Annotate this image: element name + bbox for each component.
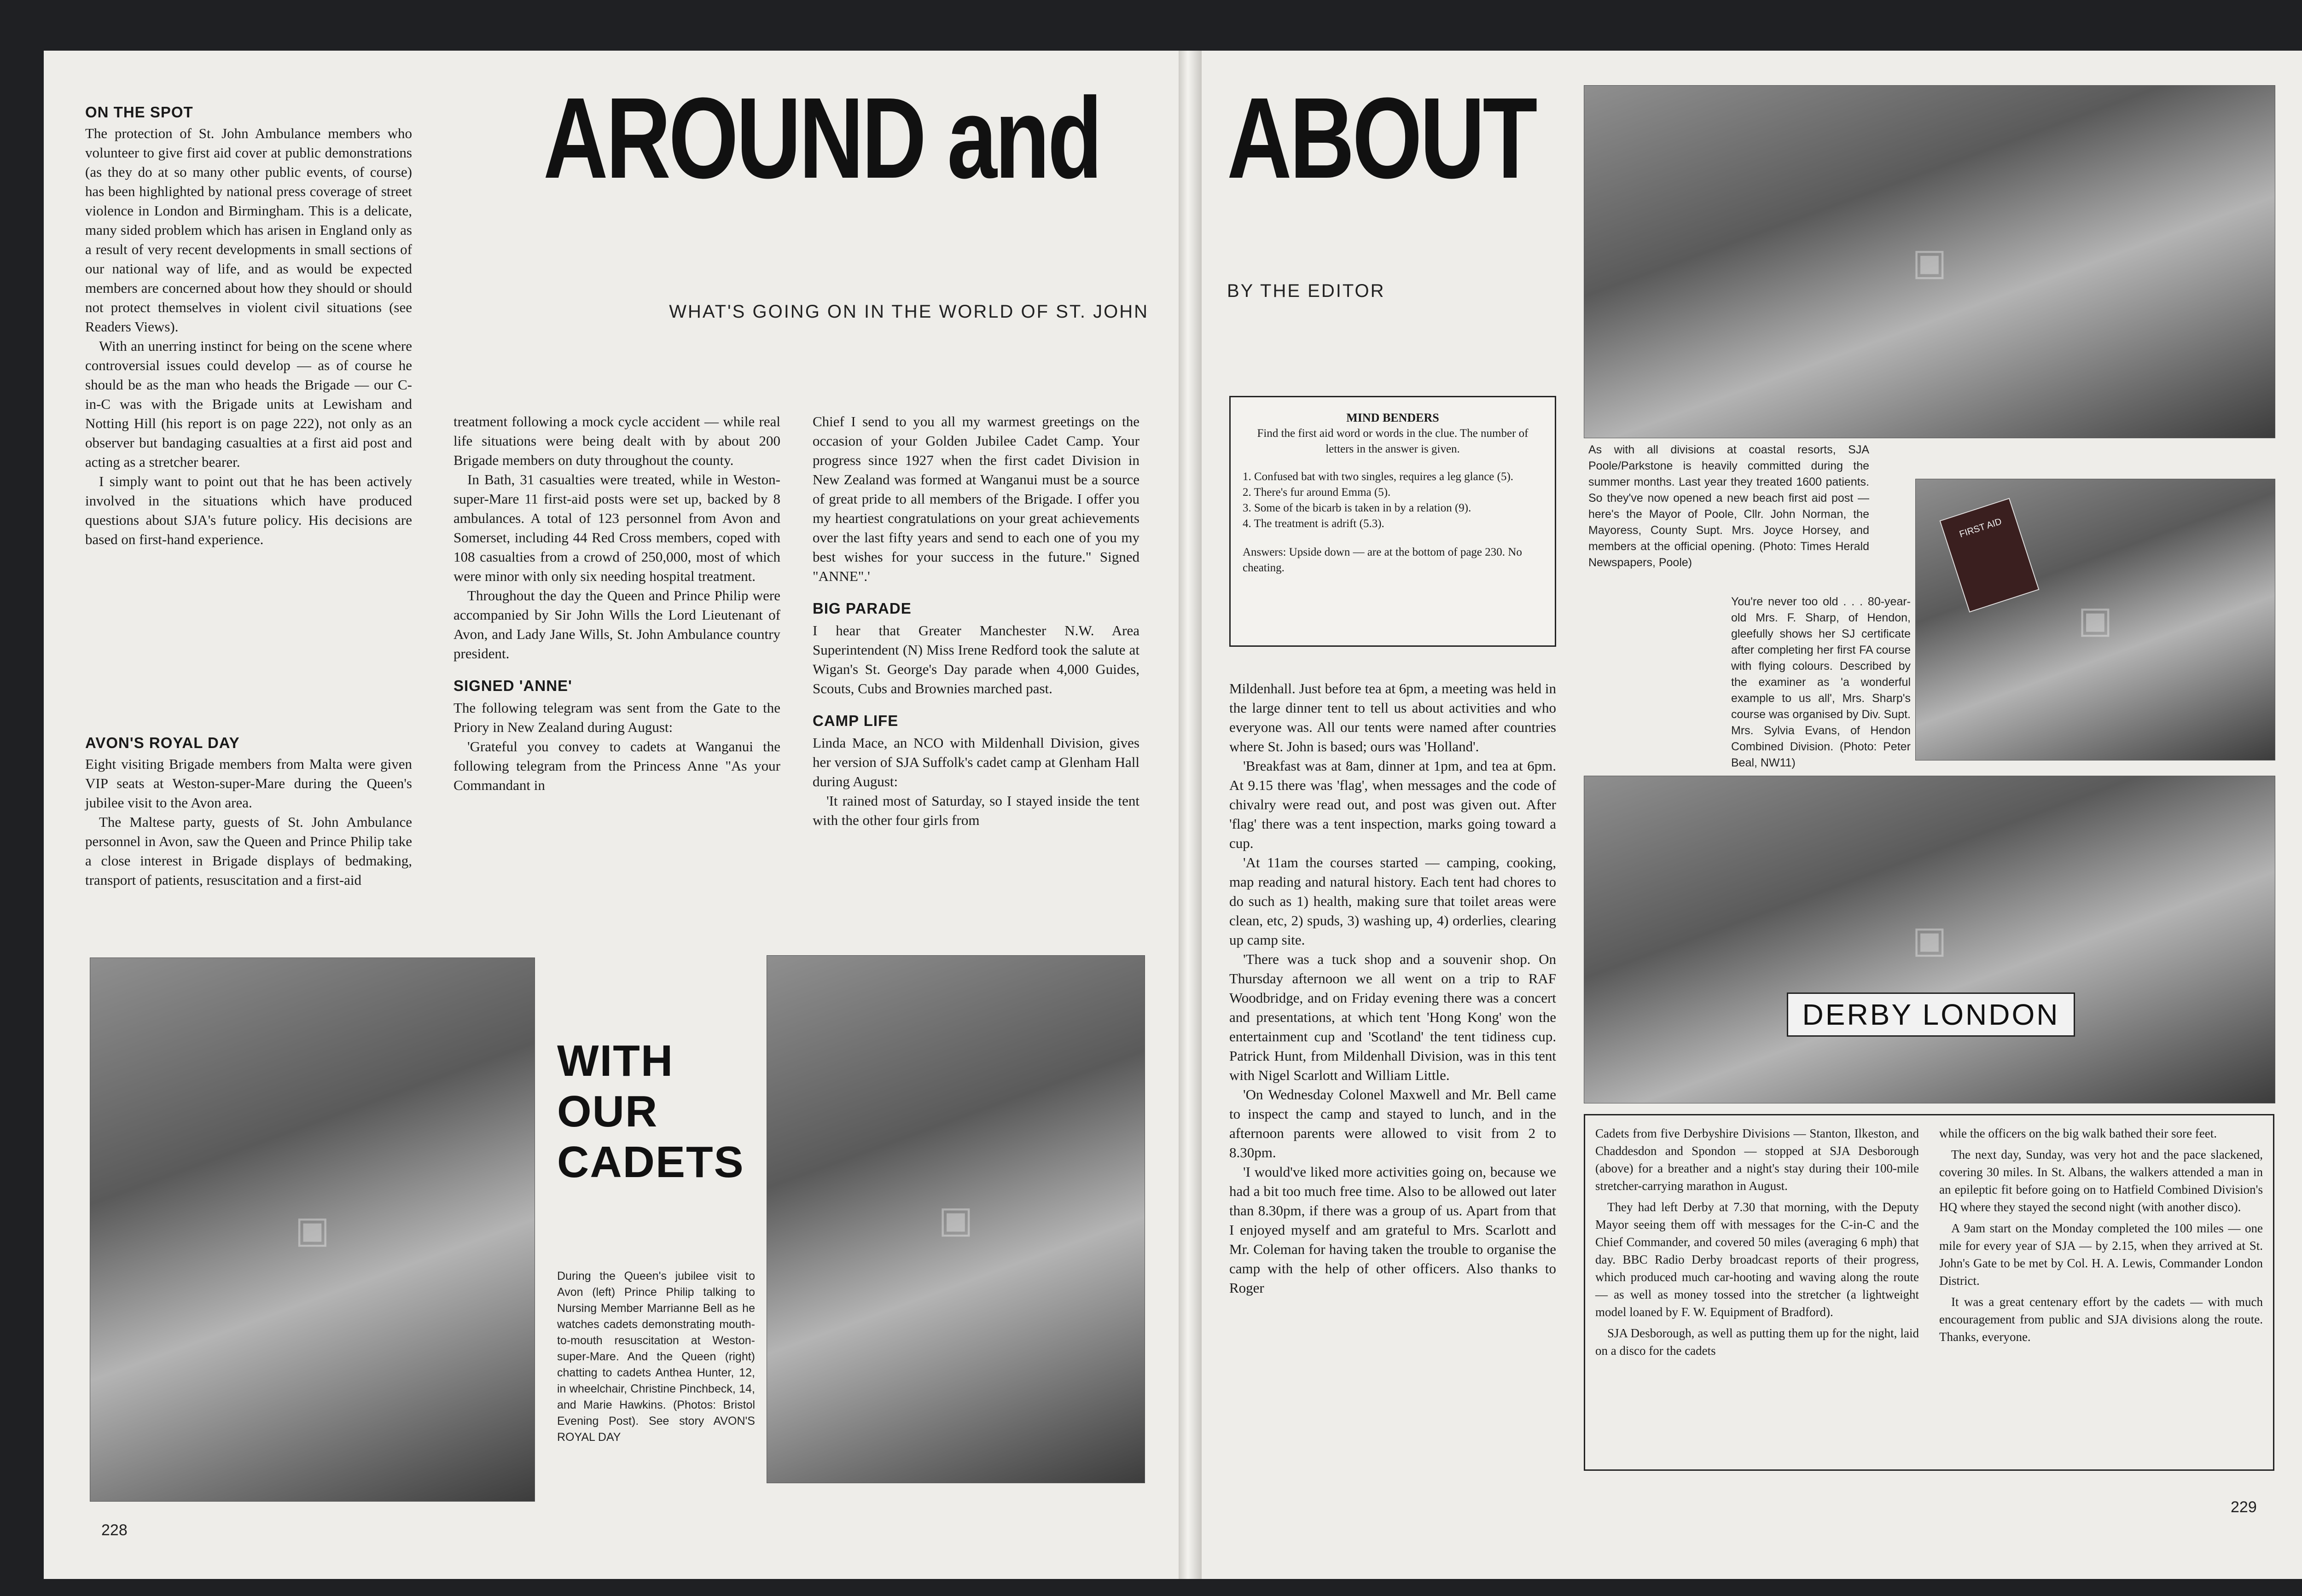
subtitle: WHAT'S GOING ON IN THE WORLD OF ST. JOHN [669,302,1149,322]
derby-story-col2 [1939,1125,2263,1363]
paragraph: I simply want to point out that he has been actively involved in the situations which have produced questions about SJA's future policy. His decisions are based on first-hand experience. [85,473,412,547]
photo-prince-philip-cadets [90,958,535,1502]
derby-london-banner: DERBY LONDON [1787,992,2075,1037]
photo-derby-cadets [1584,776,2275,1103]
paragraph: It was a great centenary effort by the cadets — with much encouragement from public and SJA divisions along the route. Thanks, everyone. [1939,1295,2263,1344]
headline-right: ABOUT [1227,74,1535,202]
clue: 2. There's fur around Emma (5). [1243,486,1391,499]
avons-royal-day-heading: AVON'S ROYAL DAY [85,734,240,751]
mind-benders-answers: Answers: Upside down — are at the bottom of page 230. No cheating. [1243,546,1522,574]
mind-benders-intro: Find the first aid word or words in the clue. The number of letters in the answer is given. [1257,427,1529,455]
avons-royal-day-body [85,754,412,890]
photo-icon: ▣ [2078,598,2113,641]
mrs-sharp-caption: You're never too old . . . 80-year-old Mrs. F. Sharp, of Hendon, gleefully shows her SJ certificate after completing her first FA course with flying colours. Described by the examiner as 'a wonderful example to us all', Mrs. Sharp's course was organised by Div. Supt. Mrs. Sylvia Evans, of Hendon Combined Division. (Photo: Peter Beal, NW11) [1731,595,1911,769]
paragraph: Throughout the day the Queen and Prince Philip were accompanied by Sir John Wills the Lord Lieutenant of Avon, and Lady Jane Wills, St. John Ambulance country president. [453,587,780,662]
paragraph: 'At 11am the courses started — camping, cooking, map reading and natural history. Each tent had chores to do such as 1) health, making sure that toilet areas were clean, etc, 2) spuds, 3) washing up, 4) orderlies, clearing up camp site. [1229,854,1556,948]
paragraph: The protection of St. John Ambulance members who volunteer to give first aid cover at public demonstrations (as they do at so many other public events, of course) has been highlighted by national press coverage of street violence in London and Birmingham. This is a delicate, many sided problem which has arisen in England only as a result of very recent developments in small sections of our national way of life, and as would be expected members are concerned about how they should or should not protect themselves in violent civil situations (see Readers Views). [85,125,412,335]
paragraph: In Bath, 31 casualties were treated, while in Weston-super-Mare 11 first-aid posts were set up, backed by 8 ambulances. A total of 123 personnel from Avon and Somerset, including 44 Red Cross members, coped with 108 casualties from a crowd of 250,000, most of which were minor with only six needing hospital treatment. [453,471,780,584]
signed-anne-heading: SIGNED 'ANNE' [453,677,572,694]
camp-life-heading: CAMP LIFE [813,712,899,729]
paragraph: SJA Desborough, as well as putting them up for the night, laid on a disco for the cadets [1595,1326,1919,1358]
mind-benders-box [1229,396,1556,647]
with-our-cadets-caption: During the Queen's jubilee visit to Avon (left) Prince Philip talking to Nursing Member Marrianne Bell as he watches cadets demonstrating mouth-to-mouth resuscitation at Weston-super-Mare. And the Queen (right) chatting to cadets Anthea Hunter, 12, in wheelchair, Christine Pinchbeck, 14, and Marie Hawkins. (Photos: Bristol Evening Post). See story AVON'S ROYAL DAY [557,1270,755,1444]
paragraph: The Maltese party, guests of St. John Ambulance personnel in Avon, saw the Queen and Prince Philip take a close interest in Brigade displays of bedmaking, transport of patients, resuscitation and a first-aid [85,814,412,888]
paragraph: treatment following a mock cycle accident — while real life situations were being dealt with by about 200 Brigade members on duty throughout the county. [453,413,780,468]
column-3 [813,412,1139,830]
paragraph: Cadets from five Derbyshire Divisions — Stanton, Ilkeston, and Chaddesdon and Spondon — stopped at SJA Desborough (above) for a breather and a night's stay during their 100-mile stretcher-carrying marathon in August. [1595,1126,1919,1193]
on-the-spot-section [85,104,412,549]
paragraph: 'There was a tuck shop and a souvenir shop. On Thursday afternoon we all went on a trip to RAF Woodbridge, and on Friday evening there was a concert and presentations, at which tent 'Hong Kong' won the entertainment cup and 'Scotland' the tent tidiness cup. Patrick Hunt, from Mildenhall Division, was in this tent with Nigel Scarlott and William Little. [1229,951,1556,1083]
on-the-spot-body [85,124,412,549]
avons-royal-day-section [85,734,412,890]
paragraph: With an unerring instinct for being on the scene where controversial issues could develop — as of course he should be as the man who heads the Brigade — our C-in-C was with the Brigade units at Lewisham and Notting Hill (his report is on page 222), not only as an observer but bandaging casualties at a first aid post and acting as a stretcher bearer. [85,338,412,470]
paragraph: Mildenhall. Just before tea at 6pm, a meeting was held in the large dinner tent to tell us about activities and who everyone was. All our tents were named after countries where St. John is based; ours was 'Holland'. [1229,680,1556,754]
paragraph: The following telegram was sent from the Gate to the Priory in New Zealand during August: [453,700,780,735]
certificate-label: FIRST AID [1958,516,2003,540]
paragraph: while the officers on the big walk bathed their sore feet. [1939,1126,2217,1140]
clue: 4. The treatment is adrift (5.3). [1243,517,1384,530]
paragraph: 'On Wednesday Colonel Maxwell and Mr. Bell came to inspect the camp and stayed to lunch, and in the afternoon parents were allowed to visit from 2 to 8.30pm. [1229,1086,1556,1161]
big-parade-heading: BIG PARADE [813,600,912,617]
derby-story-columns [1595,1125,2263,1363]
derby-story-col1 [1595,1125,1919,1363]
beach-post-caption: As with all divisions at coastal resorts, SJA Poole/Parkstone is heavily committed during the summer months. Last year they treated 1600 patients. So they've now opened a new beach first aid post — here's the Mayor of Poole, Cllr. John Norman, the Mayoress, County Supt. Mrs. Joyce Horsey, and members at the official opening. (Photo: Times Herald Newspapers, Poole) [1588,443,1869,569]
paragraph: 'Breakfast was at 8am, dinner at 1pm, and tea at 6pm. At 9.15 there was 'flag', when messages and the code of chivalry were read out, and post was given out. After 'flag' there was a tent inspection, marks going toward a cup. [1229,758,1556,851]
photo-icon: ▣ [295,1208,330,1251]
camp-life-continued [1229,679,1556,1298]
paragraph: Eight visiting Brigade members from Malta were given VIP seats at Weston-super-Mare during the Queen's jubilee visit to the Avon area. [85,756,412,811]
column-2 [453,412,780,795]
paragraph: The next day, Sunday, was very hot and the pace slackened, covering 30 miles. In St. Albans, the walkers attended a man in an epileptic fit before going on to Hatfield Combined Division's HQ where they stayed the second night (with another disco). [1939,1148,2263,1214]
book-spine [1179,51,1202,1579]
photo-icon: ▣ [938,1198,973,1241]
page-number-left: 228 [101,1521,128,1539]
photo-mrs-sharp [1915,479,2275,760]
photo-icon: ▣ [1912,240,1947,283]
paragraph: Linda Mace, an NCO with Mildenhall Division, gives her version of SJA Suffolk's cadet camp at Glenham Hall during August: [813,735,1139,789]
paragraph: 'It rained most of Saturday, so I stayed inside the tent with the other four girls from [813,793,1139,828]
paragraph: They had left Derby at 7.30 that morning, with the Deputy Mayor seeing them off with messages for the C-in-C and the Chief Commander, and covered 50 miles (averaging 6 mph) that day. BBC Radio Derby broadcast reports of their progress, which produced much car-hooting and waving along the route — as well as money tossed into the stretcher (a lightweight model loaned by F. W. Equipment of Bradford). [1595,1200,1919,1319]
derby-story-box [1584,1114,2274,1471]
photo-queen-cadets [767,955,1145,1483]
heading-line: WITH [557,1036,674,1085]
paragraph: I hear that Greater Manchester N.W. Area Superintendent (N) Miss Irene Redford took the salute at Wigan's St. George's Day parade when 4,000 Guides, Scouts, Cubs and Brownies marched past. [813,622,1139,696]
clue: 3. Some of the bicarb is taken in by a relation (9). [1243,502,1471,514]
photo-icon: ▣ [1912,918,1947,961]
first-aid-certificate [1939,498,2039,612]
mind-benders-title: MIND BENDERS [1346,411,1439,424]
paragraph: Chief I send to you all my warmest greetings on the occasion of your Golden Jubilee Cadet Camp. Your progress since 1927 when the first cadet Division in New Zealand was formed at Wanganui must be a source of great pride to all members of the Brigade. I offer you my heartiest congratulations on your great achievements over the last fifty years and send to each one of you my best wishes for your success in the future." Signed "ANNE".' [813,413,1139,584]
paragraph: 'Grateful you convey to cadets at Wanganui the following telegram from the Princess Anne "As your Commandant in [453,738,780,793]
heading-line: OUR [557,1087,658,1136]
photo-beach-first-aid-post [1584,85,2275,438]
with-our-cadets-heading [557,1036,744,1188]
paragraph: A 9am start on the Monday completed the 100 miles — one mile for every year of SJA — by 2.15, when they arrived at St. John's Gate to be met by Col. H. A. Lewis, Commander London District. [1939,1221,2263,1288]
on-the-spot-heading: ON THE SPOT [85,104,193,121]
clue: 1. Confused bat with two singles, requires a leg glance (5). [1243,470,1514,483]
page-number-right: 229 [2231,1498,2257,1516]
paragraph: 'I would've liked more activities going on, because we had a bit too much free time. Also to be allowed out later than 8.30pm, if there was a group of us. Apart from that I enjoyed myself and am grateful to Mrs. Scarlott and Mr. Coleman for having taken the trouble to organise the camp with the help of other officers. Also thanks to Roger [1229,1164,1556,1296]
headline-left: AROUND and [543,74,1100,202]
byline: BY THE EDITOR [1227,281,1385,301]
heading-line: CADETS [557,1138,744,1187]
